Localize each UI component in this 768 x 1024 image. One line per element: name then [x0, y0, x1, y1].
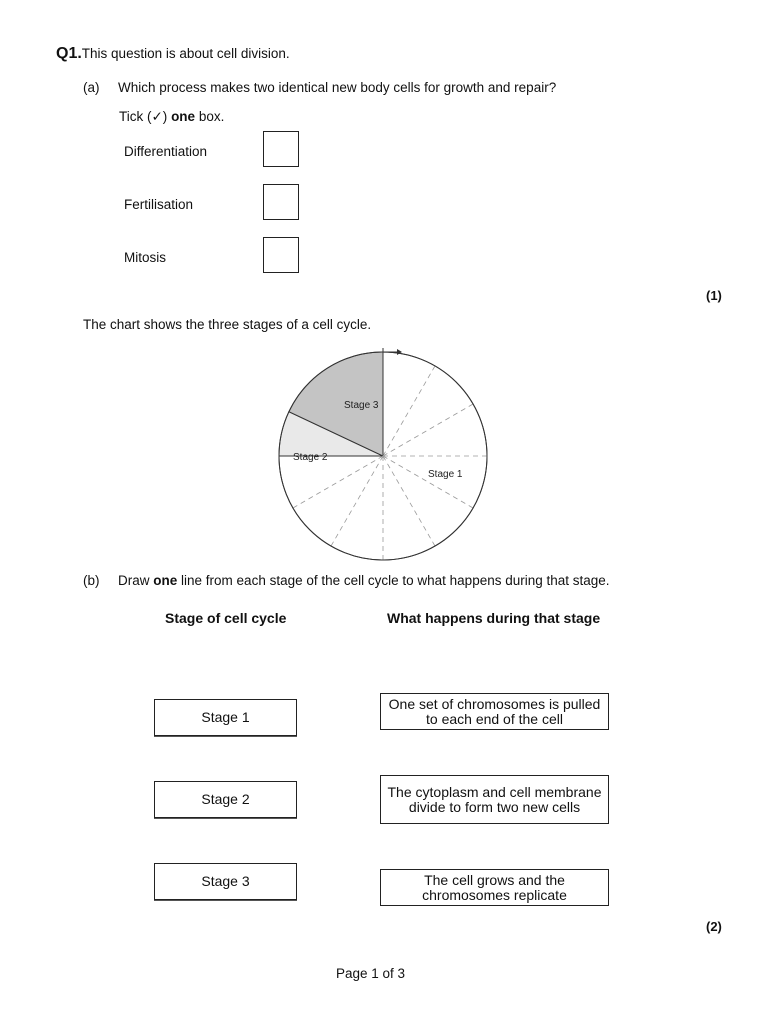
- happening-box-cytoplasm-divide[interactable]: The cytoplasm and cell membrane divide to form two new cells: [380, 775, 609, 824]
- question-header: [56, 45, 290, 63]
- part-b-marks: (2): [706, 919, 722, 934]
- option-label-differentiation: Differentiation: [124, 144, 208, 159]
- tickbox-fertilisation[interactable]: [263, 184, 299, 220]
- pie-label-stage-1: Stage 1: [428, 469, 463, 480]
- cell-cycle-pie-chart: [270, 340, 500, 565]
- option-label-fertilisation: Fertilisation: [124, 197, 194, 212]
- question-number: Q1.: [56, 45, 82, 62]
- part-b-label: (b): [83, 573, 100, 588]
- happening-box-chromosomes-pulled[interactable]: One set of chromosomes is pulled to each end of the cell: [380, 693, 609, 730]
- pie-label-stage-2: Stage 2: [293, 452, 328, 463]
- happening-column-header: What happens during that stage: [387, 610, 601, 626]
- stage-column-header: Stage of cell cycle: [165, 610, 287, 626]
- stage-box-1[interactable]: Stage 1: [154, 699, 297, 736]
- stage-box-3[interactable]: Stage 3: [154, 863, 297, 900]
- part-a-question: Which process makes two identical new body cells for growth and repair?: [118, 80, 557, 95]
- stage-box-2[interactable]: Stage 2: [154, 781, 297, 818]
- option-label-mitosis: Mitosis: [124, 250, 167, 265]
- part-a-label: (a): [83, 80, 100, 95]
- page-number: Page 1 of 3: [336, 966, 406, 981]
- tickbox-mitosis[interactable]: [263, 237, 299, 273]
- tick-instruction: Tick (✓) one box.: [119, 109, 225, 124]
- pie-label-stage-3: Stage 3: [344, 400, 379, 411]
- part-b-instruction: Draw one line from each stage of the cell cycle to what happens during that stage.: [118, 573, 610, 588]
- tickbox-differentiation[interactable]: [263, 131, 299, 167]
- chart-intro: The chart shows the three stages of a cell cycle.: [83, 317, 372, 332]
- part-a-marks: (1): [706, 288, 722, 303]
- question-intro: This question is about cell division.: [81, 46, 290, 61]
- happening-box-cell-grows[interactable]: The cell grows and the chromosomes replicate: [380, 869, 609, 906]
